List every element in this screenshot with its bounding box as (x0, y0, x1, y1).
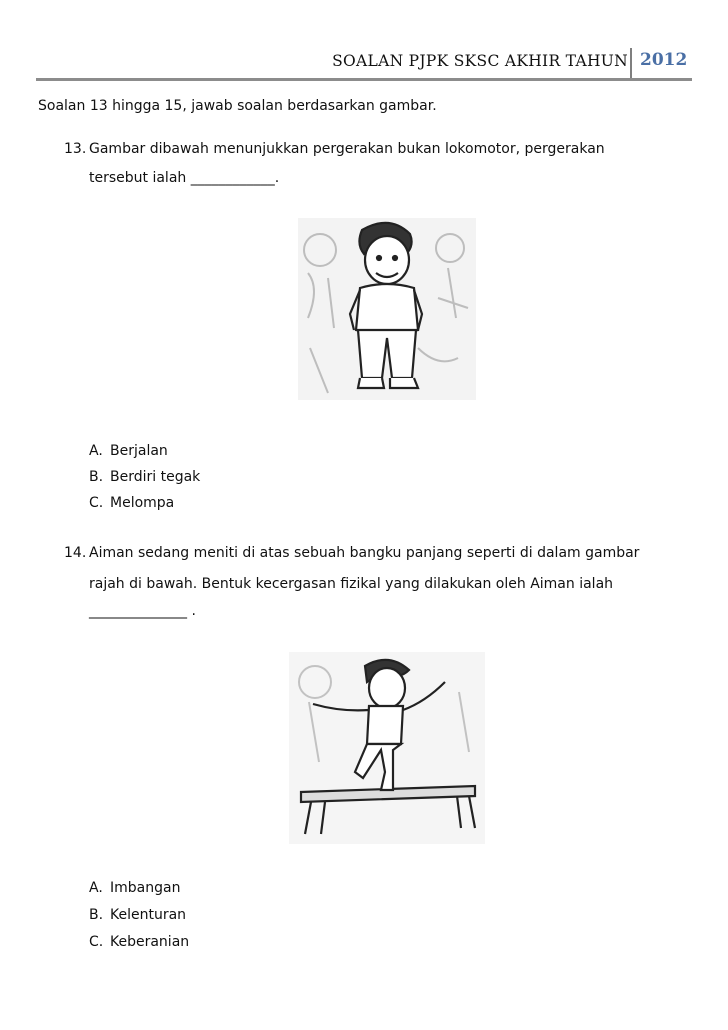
q13-option-a-text: Berjalan (110, 443, 168, 459)
standing-boy-figure (298, 218, 476, 400)
q14-option-c-letter: C. (89, 934, 104, 950)
q14-option-b-text: Kelenturan (110, 907, 187, 923)
q14-option-b-letter: B. (89, 907, 104, 923)
question-14-number: 14. (64, 545, 87, 561)
q14-option-a-text: Imbangan (110, 880, 181, 896)
q13-option-a-letter: A. (89, 443, 103, 459)
header-title: SOALAN PJPK SKSC AKHIR TAHUN (332, 52, 628, 70)
header-separator (630, 48, 632, 78)
q14-option-c-text: Keberanian (110, 934, 190, 950)
question-13-line-1: Gambar dibawah menunjukkan pergerakan bukan lokomotor, pergerakan (89, 141, 605, 157)
question-14-line-1: Aiman sedang meniti di atas sebuah bangku panjang seperti di dalam gambar (89, 545, 640, 561)
q13-option-b-letter: B. (89, 469, 104, 485)
instruction-text: Soalan 13 hingga 15, jawab soalan berdasarkan gambar. (38, 98, 437, 114)
question-13-line-2: tersebut ialah ____________. (89, 170, 280, 186)
q13-option-c-letter: C. (89, 495, 104, 511)
header-rule (36, 78, 692, 81)
question-14-line-2: rajah di bawah. Bentuk kecergasan fizikal yang dilakukan oleh Aiman ialah (89, 576, 614, 592)
q14-option-a-letter: A. (89, 880, 103, 896)
balance-beam-figure (289, 652, 485, 844)
header-year: 2012 (640, 50, 688, 70)
question-14-line-3: ______________ . (89, 603, 196, 619)
q13-option-c-text: Melompa (110, 495, 175, 511)
page-header (36, 46, 692, 78)
question-13-number: 13. (64, 141, 87, 157)
q13-option-b-text: Berdiri tegak (110, 469, 201, 485)
